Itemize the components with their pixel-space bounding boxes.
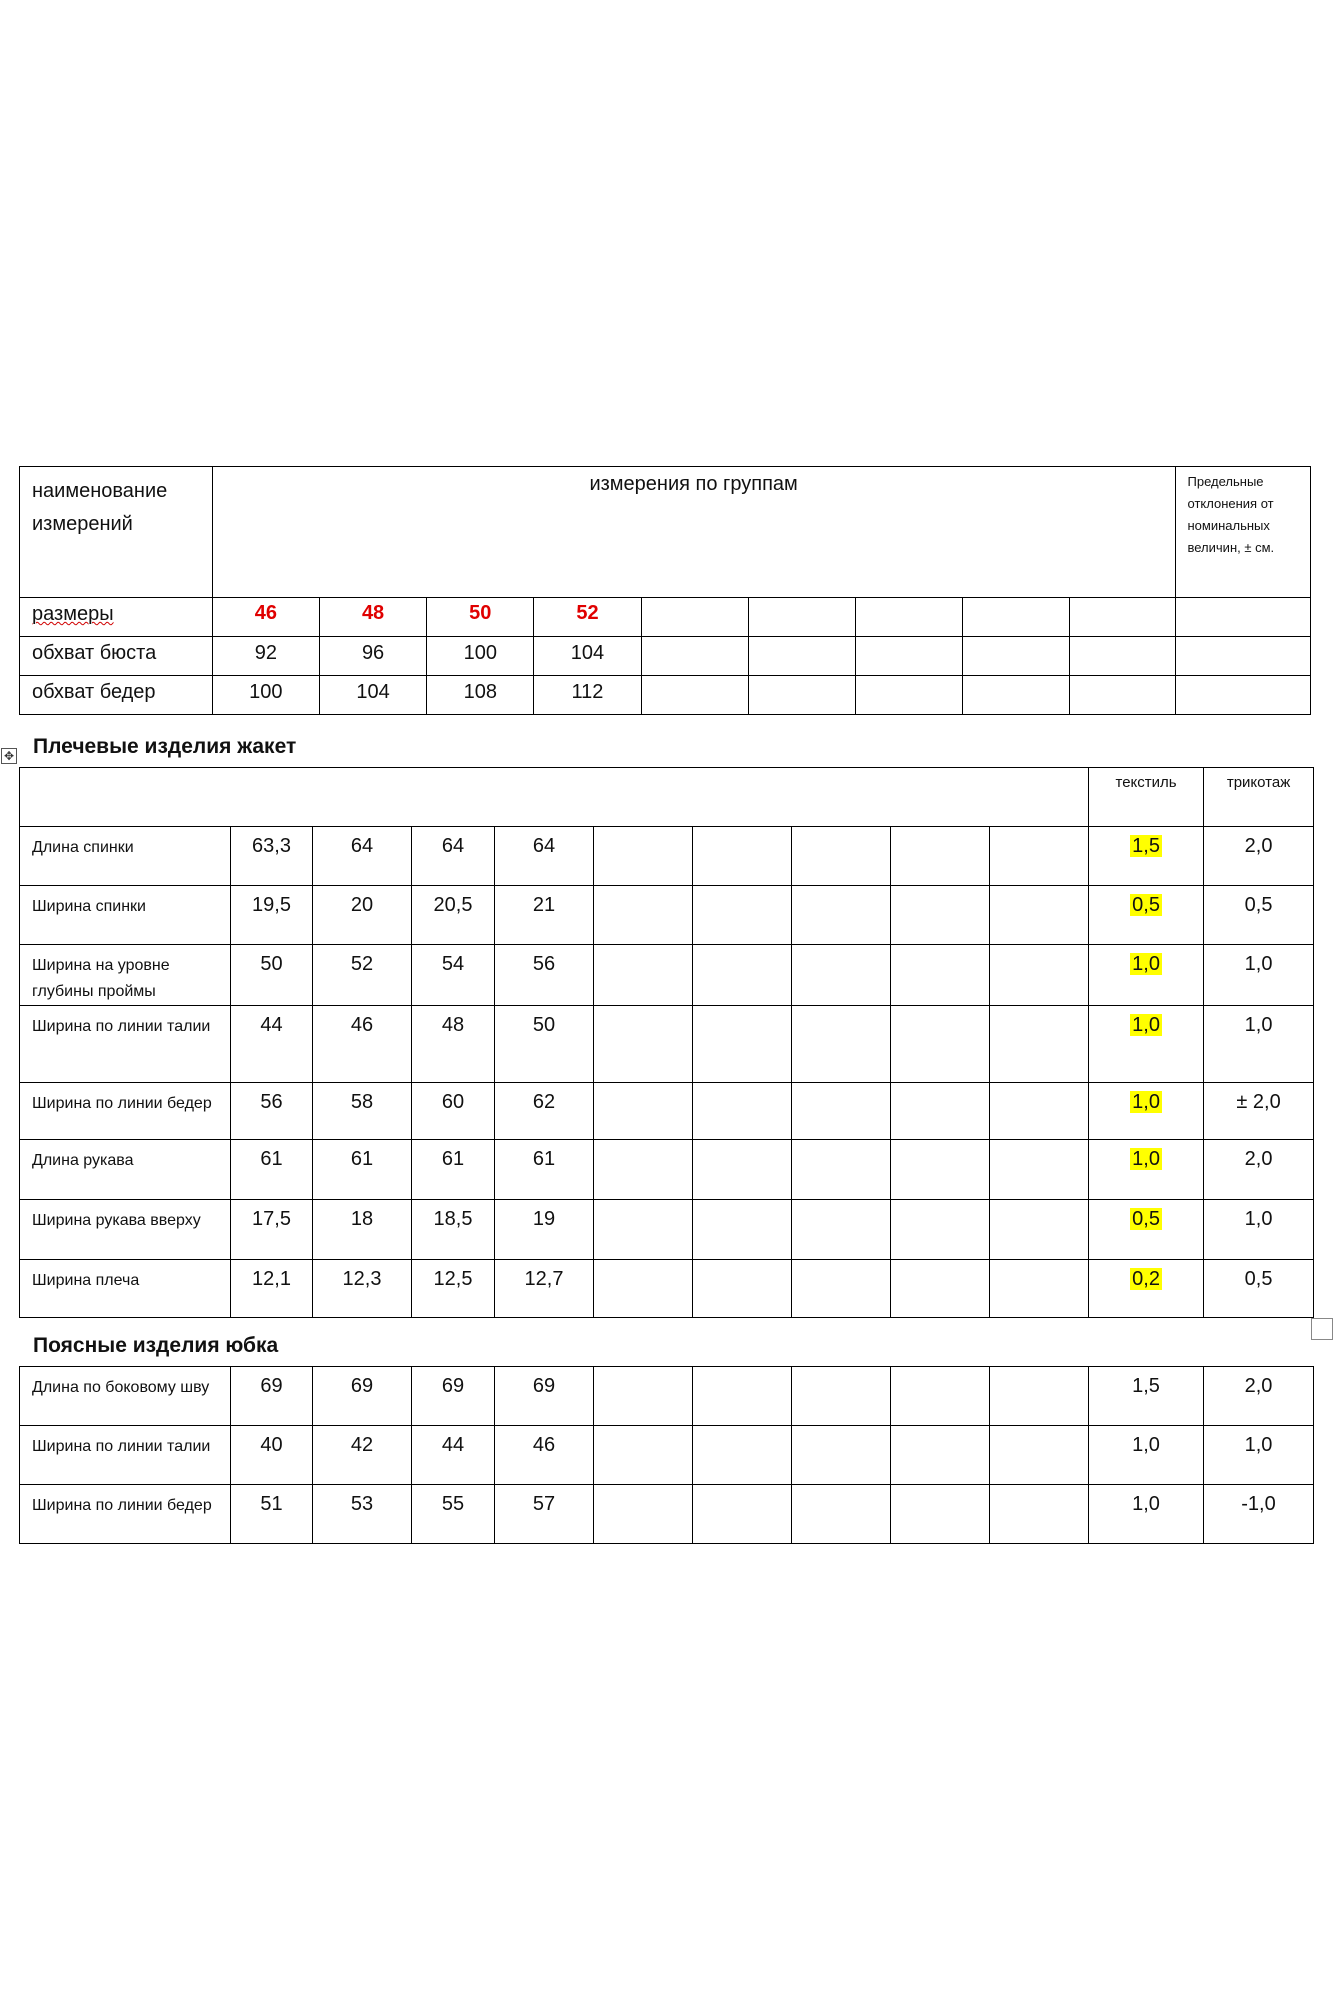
- value-cell: 44: [231, 1006, 313, 1083]
- empty-cell: [594, 945, 693, 1006]
- value-cell: 12,3: [313, 1260, 412, 1318]
- empty-cell: [792, 827, 891, 886]
- textile-cell: [1089, 1083, 1204, 1140]
- value-cell: 92: [212, 637, 319, 676]
- empty-cell: [990, 1200, 1089, 1260]
- header-deviation-cell: [1175, 467, 1311, 598]
- empty-cell: [748, 598, 855, 637]
- knit-cell: 2,0: [1204, 827, 1314, 886]
- knit-cell: 1,0: [1204, 1426, 1314, 1485]
- empty-cell: [963, 676, 1070, 715]
- textile-cell: [1089, 1140, 1204, 1200]
- value-cell: 108: [427, 676, 534, 715]
- empty-cell: [855, 598, 962, 637]
- value-cell: 96: [319, 637, 426, 676]
- table-row: [20, 1485, 1314, 1544]
- value-cell: 54: [412, 945, 495, 1006]
- row-label: Ширина по линии талии: [20, 1426, 231, 1485]
- textile-cell: [1089, 1485, 1204, 1544]
- empty-cell: [693, 1426, 792, 1485]
- value-cell: 64: [313, 827, 412, 886]
- empty-cell: [891, 827, 990, 886]
- empty-cell: [594, 886, 693, 945]
- empty-cell: [990, 1006, 1089, 1083]
- row-label: Длина рукава: [20, 1140, 231, 1200]
- value-cell: 100: [212, 676, 319, 715]
- value-cell: 104: [534, 637, 641, 676]
- sizes-table: [19, 466, 1311, 715]
- textile-cell: [1089, 1426, 1204, 1485]
- empty-cell: [693, 1485, 792, 1544]
- value-cell: 56: [231, 1083, 313, 1140]
- value-cell: 112: [534, 676, 641, 715]
- textile-value: 0,2: [1132, 1268, 1160, 1290]
- empty-cell: [792, 1367, 891, 1426]
- row-label: обхват бедер: [20, 676, 213, 715]
- textile-cell: [1089, 886, 1204, 945]
- size-cell: 48: [319, 598, 426, 637]
- value-cell: 104: [319, 676, 426, 715]
- empty-cell: [594, 1006, 693, 1083]
- table-row: [20, 827, 1314, 886]
- value-cell: 48: [412, 1006, 495, 1083]
- value-cell: 46: [313, 1006, 412, 1083]
- value-cell: 61: [313, 1140, 412, 1200]
- jacket-section-title: Плечевые изделия жакет: [33, 735, 297, 758]
- value-cell: 61: [495, 1140, 594, 1200]
- empty-cell: [792, 945, 891, 1006]
- value-cell: 61: [412, 1140, 495, 1200]
- table-row: [20, 945, 1314, 1006]
- empty-cell: [693, 1367, 792, 1426]
- textile-value: 1,0: [1132, 1434, 1160, 1456]
- empty-cell: [792, 886, 891, 945]
- knit-cell: -1,0: [1204, 1485, 1314, 1544]
- value-cell: 58: [313, 1083, 412, 1140]
- empty-cell: [990, 945, 1089, 1006]
- row-label: Ширина на уровне глубины проймы: [20, 945, 231, 1006]
- textile-value: 0,5: [1132, 1208, 1160, 1230]
- value-cell: 51: [231, 1485, 313, 1544]
- value-cell: 53: [313, 1485, 412, 1544]
- col-textile-header: текстиль: [1089, 768, 1204, 827]
- table-row: [20, 886, 1314, 945]
- empty-cell: [594, 1426, 693, 1485]
- value-cell: 60: [412, 1083, 495, 1140]
- value-cell: 50: [231, 945, 313, 1006]
- value-cell: 20: [313, 886, 412, 945]
- textile-cell: [1089, 1006, 1204, 1083]
- empty-cell: [990, 1485, 1089, 1544]
- value-cell: 64: [412, 827, 495, 886]
- value-cell: 12,5: [412, 1260, 495, 1318]
- jacket-header-empty-cell: [20, 768, 1089, 827]
- sizes-row-label: размеры: [32, 603, 114, 625]
- empty-cell: [693, 1200, 792, 1260]
- knit-cell: 1,0: [1204, 945, 1314, 1006]
- empty-cell: [641, 598, 748, 637]
- empty-cell: [891, 1140, 990, 1200]
- empty-cell: [748, 676, 855, 715]
- value-cell: 20,5: [412, 886, 495, 945]
- header-deviation-label: Предельные отклонения от номинальных величин, ± см.: [1187, 474, 1275, 555]
- empty-cell: [693, 886, 792, 945]
- empty-cell: [1070, 598, 1175, 637]
- empty-cell: [855, 676, 962, 715]
- knit-cell: 1,0: [1204, 1006, 1314, 1083]
- empty-cell: [693, 827, 792, 886]
- empty-cell: [641, 637, 748, 676]
- value-cell: 17,5: [231, 1200, 313, 1260]
- table-row: [20, 1426, 1314, 1485]
- table-row: [20, 1260, 1314, 1318]
- empty-cell: [990, 1260, 1089, 1318]
- row-label: Ширина по линии бедер: [20, 1485, 231, 1544]
- empty-cell: [990, 1426, 1089, 1485]
- empty-cell: [594, 1485, 693, 1544]
- knit-cell: 2,0: [1204, 1367, 1314, 1426]
- empty-cell: [990, 827, 1089, 886]
- header-name-cell: [20, 467, 213, 598]
- value-cell: 42: [313, 1426, 412, 1485]
- value-cell: 12,7: [495, 1260, 594, 1318]
- value-cell: 18,5: [412, 1200, 495, 1260]
- empty-cell: [1070, 676, 1175, 715]
- textile-cell: [1089, 827, 1204, 886]
- knit-cell: 2,0: [1204, 1140, 1314, 1200]
- table-row: [20, 1200, 1314, 1260]
- header-groups-cell: [212, 467, 1175, 598]
- row-label: Длина по боковому шву: [20, 1367, 231, 1426]
- value-cell: 100: [427, 637, 534, 676]
- value-cell: 69: [231, 1367, 313, 1426]
- value-cell: 19,5: [231, 886, 313, 945]
- textile-value: 1,5: [1132, 1375, 1160, 1397]
- empty-cell: [594, 1140, 693, 1200]
- empty-cell: [990, 1083, 1089, 1140]
- value-cell: 18: [313, 1200, 412, 1260]
- textile-value: 1,5: [1132, 835, 1160, 857]
- empty-cell: [891, 945, 990, 1006]
- knit-cell: 0,5: [1204, 1260, 1314, 1318]
- value-cell: 50: [495, 1006, 594, 1083]
- header-name-label: наименование измерений: [32, 480, 168, 535]
- table-row: [20, 1140, 1314, 1200]
- empty-cell: [792, 1260, 891, 1318]
- textile-value: 1,0: [1132, 953, 1160, 975]
- empty-cell: [990, 1367, 1089, 1426]
- value-cell: 40: [231, 1426, 313, 1485]
- row-label: Ширина плеча: [20, 1260, 231, 1318]
- header-groups-label: измерения по группам: [589, 473, 798, 495]
- knit-cell: 1,0: [1204, 1200, 1314, 1260]
- value-cell: 61: [231, 1140, 313, 1200]
- empty-cell: [891, 1485, 990, 1544]
- col-knit-header: трикотаж: [1204, 768, 1314, 827]
- value-cell: 44: [412, 1426, 495, 1485]
- empty-cell: [1175, 637, 1311, 676]
- table-move-handle-icon[interactable]: ✥: [1, 748, 17, 764]
- textile-value: 1,0: [1132, 1091, 1160, 1113]
- row-label: обхват бюста: [20, 637, 213, 676]
- empty-cell: [594, 827, 693, 886]
- empty-cell: [891, 1083, 990, 1140]
- row-label: Ширина по линии бедер: [20, 1083, 231, 1140]
- empty-cell: [792, 1006, 891, 1083]
- size-cell: 50: [427, 598, 534, 637]
- value-cell: 46: [495, 1426, 594, 1485]
- textile-value: 1,0: [1132, 1014, 1160, 1036]
- empty-cell: [792, 1083, 891, 1140]
- table-row: [20, 1083, 1314, 1140]
- table-resize-handle[interactable]: [1311, 1318, 1333, 1340]
- empty-cell: [1175, 598, 1311, 637]
- textile-value: 0,5: [1132, 894, 1160, 916]
- empty-cell: [641, 676, 748, 715]
- empty-cell: [693, 1006, 792, 1083]
- textile-value: 1,0: [1132, 1493, 1160, 1515]
- empty-cell: [891, 1426, 990, 1485]
- empty-cell: [891, 1200, 990, 1260]
- skirt-table: [19, 1366, 1314, 1544]
- textile-value: 1,0: [1132, 1148, 1160, 1170]
- value-cell: 12,1: [231, 1260, 313, 1318]
- textile-cell: [1089, 945, 1204, 1006]
- empty-cell: [891, 886, 990, 945]
- value-cell: 69: [313, 1367, 412, 1426]
- value-cell: 64: [495, 827, 594, 886]
- row-label: Ширина спинки: [20, 886, 231, 945]
- skirt-section-title: Поясные изделия юбка: [33, 1334, 279, 1357]
- empty-cell: [891, 1260, 990, 1318]
- empty-cell: [792, 1485, 891, 1544]
- value-cell: 69: [412, 1367, 495, 1426]
- empty-cell: [891, 1006, 990, 1083]
- value-cell: 21: [495, 886, 594, 945]
- value-cell: 55: [412, 1485, 495, 1544]
- value-cell: 69: [495, 1367, 594, 1426]
- empty-cell: [693, 1083, 792, 1140]
- empty-cell: [792, 1140, 891, 1200]
- table-row: [20, 1006, 1314, 1083]
- value-cell: 52: [313, 945, 412, 1006]
- value-cell: 57: [495, 1485, 594, 1544]
- empty-cell: [693, 945, 792, 1006]
- empty-cell: [1175, 676, 1311, 715]
- empty-cell: [855, 637, 962, 676]
- empty-cell: [963, 598, 1070, 637]
- sizes-row-label-cell: [20, 598, 213, 637]
- row-label: Длина спинки: [20, 827, 231, 886]
- textile-cell: [1089, 1260, 1204, 1318]
- value-cell: 63,3: [231, 827, 313, 886]
- empty-cell: [990, 1140, 1089, 1200]
- empty-cell: [594, 1260, 693, 1318]
- empty-cell: [963, 637, 1070, 676]
- empty-cell: [693, 1260, 792, 1318]
- row-label: Ширина по линии талии: [20, 1006, 231, 1083]
- size-cell: 52: [534, 598, 641, 637]
- empty-cell: [594, 1367, 693, 1426]
- row-label: Ширина рукава вверху: [20, 1200, 231, 1260]
- table-row: [20, 1367, 1314, 1426]
- value-cell: 19: [495, 1200, 594, 1260]
- value-cell: 62: [495, 1083, 594, 1140]
- textile-cell: [1089, 1200, 1204, 1260]
- empty-cell: [792, 1200, 891, 1260]
- value-cell: 56: [495, 945, 594, 1006]
- empty-cell: [594, 1083, 693, 1140]
- empty-cell: [990, 886, 1089, 945]
- textile-cell: [1089, 1367, 1204, 1426]
- knit-cell: 0,5: [1204, 886, 1314, 945]
- empty-cell: [891, 1367, 990, 1426]
- knit-cell: ± 2,0: [1204, 1083, 1314, 1140]
- jacket-table: [19, 767, 1314, 1318]
- empty-cell: [792, 1426, 891, 1485]
- empty-cell: [1070, 637, 1175, 676]
- empty-cell: [748, 637, 855, 676]
- size-cell: 46: [212, 598, 319, 637]
- empty-cell: [693, 1140, 792, 1200]
- empty-cell: [594, 1200, 693, 1260]
